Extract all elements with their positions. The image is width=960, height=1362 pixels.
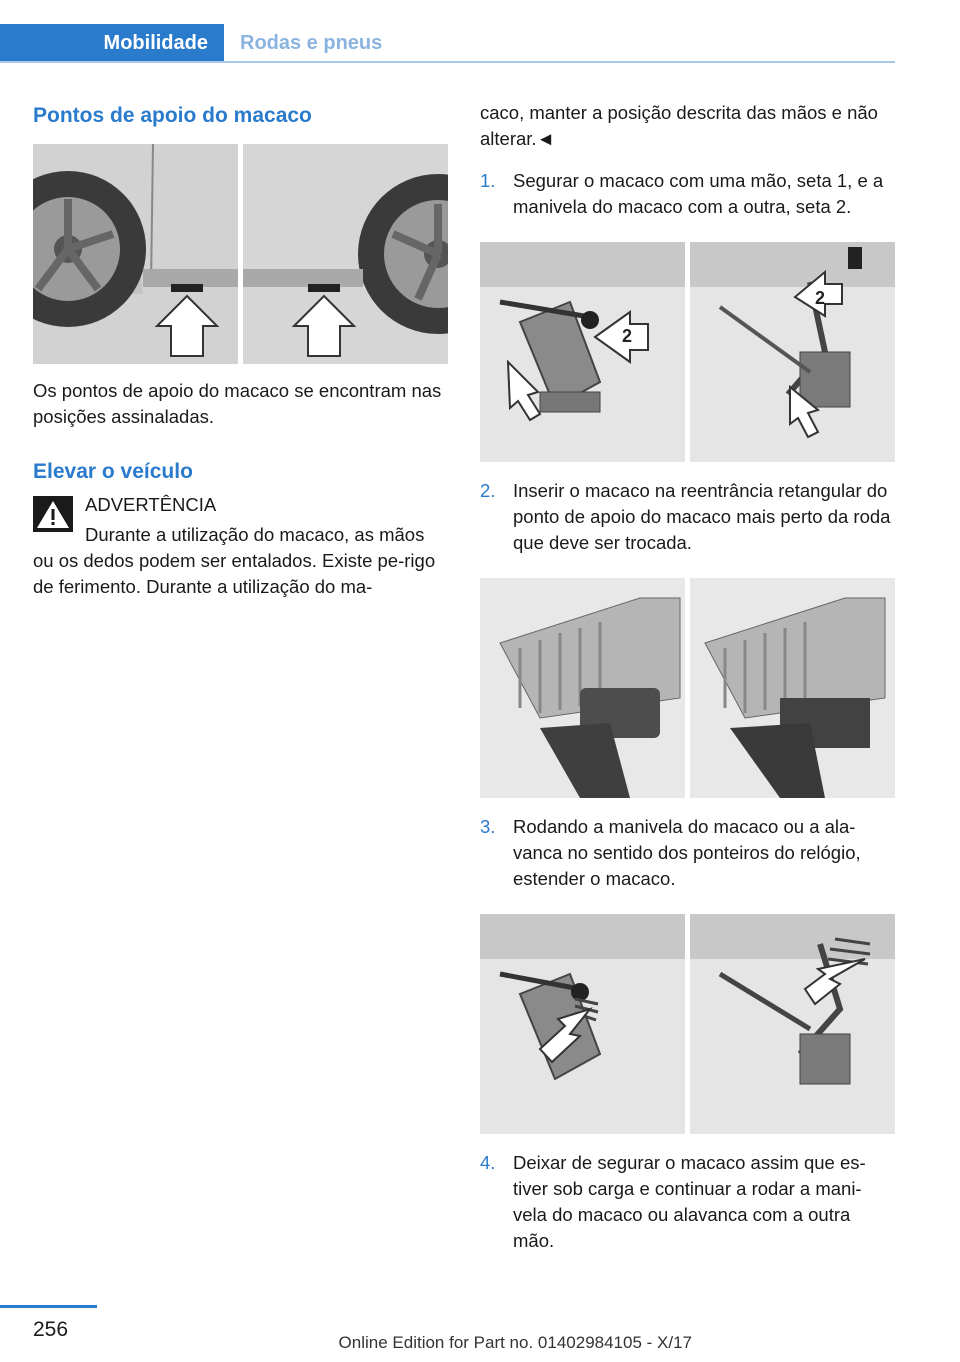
section-title-jack-points: Pontos de apoio do macaco [33, 104, 312, 127]
extend-jack-illustration [480, 914, 895, 1134]
warning-block [33, 492, 448, 600]
insert-jack-illustration [480, 578, 895, 798]
footer-edition: Online Edition for Part no. 01402984105 - X/17 [338, 1333, 692, 1352]
arrow-label-2-right: 2 [815, 288, 826, 308]
step-number: 1. [480, 170, 496, 191]
arrow-label-2: 2 [622, 326, 633, 346]
figure-extend-jack [480, 914, 895, 1134]
step-number: 4. [480, 1152, 496, 1173]
step-2 [480, 478, 895, 556]
hold-jack-illustration [480, 242, 895, 462]
warning-text: Durante a utilização do macaco, as mãos ou os dedos podem ser entalados. Existe pe-rigo de ferimento. Durante a utilização do ma- [33, 524, 436, 597]
tab-rodas-e-pneus[interactable]: Rodas e pneus [240, 32, 383, 54]
step-text: Deixar de segurar o macaco assim que es-tiver sob carga e continuar a rodar a mani-vela do macaco ou alavanca com a outra mão. [513, 1152, 866, 1251]
figure-hold-jack [480, 242, 895, 462]
page-header [0, 0, 960, 62]
warning-triangle-icon [33, 496, 73, 532]
step-3 [480, 814, 895, 892]
step-number: 3. [480, 816, 496, 837]
figure-jack-points [33, 144, 448, 364]
section-title-raise-vehicle: Elevar o veículo [33, 460, 193, 483]
page-number: 256 [33, 1318, 69, 1341]
step-text: Inserir o macaco na reentrância retangular do ponto de apoio do macaco mais perto da roda que deve ser trocada. [513, 480, 891, 553]
header-divider [0, 61, 895, 63]
tab-mobilidade[interactable]: Mobilidade [0, 24, 224, 62]
step-1 [480, 168, 895, 220]
footer-divider [0, 1305, 97, 1308]
step-4 [480, 1150, 895, 1254]
step-number: 2. [480, 480, 496, 501]
step-text: Segurar o macaco com uma mão, seta 1, e a manivela do macaco com a outra, seta 2. [513, 170, 884, 217]
left-column [33, 100, 448, 600]
right-column [480, 100, 895, 1254]
warning-title: ADVERTÊNCIA [85, 494, 217, 515]
car-jack-points-illustration [33, 144, 448, 364]
jack-points-description: Os pontos de apoio do macaco se encontram nas posições assinaladas. [33, 380, 442, 427]
figure-insert-jack [480, 578, 895, 798]
warning-continuation: caco, manter a posição descrita das mãos e não alterar.◄ [480, 102, 878, 149]
step-text: Rodando a manivela do macaco ou a ala-vanca no sentido dos ponteiros do relógio, estender o macaco. [513, 816, 861, 889]
